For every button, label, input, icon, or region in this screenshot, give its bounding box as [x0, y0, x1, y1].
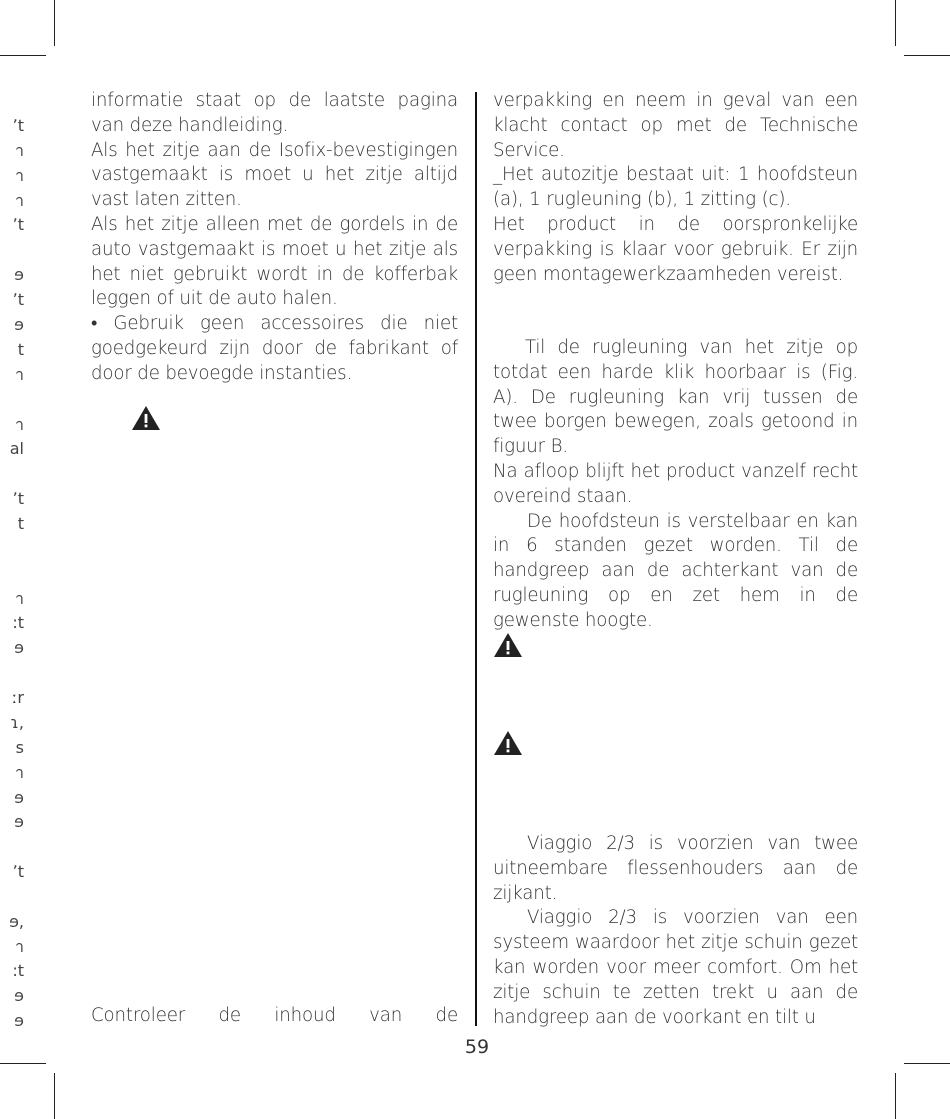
fragment: ʼt — [12, 217, 24, 233]
fragment: า — [15, 765, 24, 781]
paragraph: De hoofdsteun is verstelbaar en kan in 6 standen gezet worden. Til de handgreep aan de achterkant van de rugleuning op en zet hem in de gewenste hoogte. — [493, 510, 858, 631]
crop-mark — [54, 0, 55, 46]
paragraph: _Het autozitje bestaat uit: 1 hoofdsteun (a), 1 rugleuning (b), 1 zitting (c). — [493, 164, 858, 211]
fragment: ːr — [12, 690, 24, 706]
warning-triangle-icon — [131, 405, 161, 431]
paragraph: Het product in de oorspronkelijke verpakking is klaar voor gebruik. Er zijn geen montagewerkzaamheden vereist. — [493, 213, 858, 285]
fragment: al — [9, 441, 24, 457]
paragraph: verpakking en neem in geval van een klacht contact op met de Technische Service. — [493, 90, 858, 161]
fragment: ʼt — [12, 292, 24, 308]
fragment: า — [15, 939, 24, 955]
fragment: า — [15, 591, 24, 607]
crop-mark — [904, 55, 950, 56]
fragment: ʼt — [12, 491, 24, 507]
crop-mark — [904, 1063, 950, 1064]
fragment: ʼt — [12, 118, 24, 134]
page-number: 59 — [464, 1036, 490, 1058]
fragment: ɘ — [14, 640, 24, 656]
left-column-bottom — [91, 1004, 458, 1029]
fragment: า — [15, 367, 24, 383]
warning-triangle-icon — [493, 730, 523, 756]
fragment: ɘ — [14, 267, 24, 283]
paragraph: Controleer de inhoud van de — [91, 1005, 458, 1026]
fragment: t — [17, 342, 24, 358]
paragraph: Til de rugleuning van het zitje op totdat een harde klik hoorbaar is (Fig. A). De rugleuning kan vrij tussen de twee borgen bewegen, zoals getoond in figuur B. — [493, 337, 858, 458]
crop-mark — [0, 55, 46, 56]
crop-mark — [0, 1063, 46, 1064]
fragment: ɘ — [14, 814, 24, 830]
left-column — [91, 89, 458, 387]
fragment: :t — [12, 963, 24, 979]
right-column-bottom — [493, 832, 858, 1030]
fragment: ɘ — [14, 988, 24, 1004]
fragment: า — [15, 193, 24, 209]
paragraph: Als het zitje alleen met de gordels in de auto vastgemaakt is moet u het zitje als het niet gebruikt wordt in de kofferbak leggen of uit de auto halen. — [91, 213, 458, 310]
fragment: ɘ, — [9, 914, 24, 930]
paragraph: Viaggio 2/3 is voorzien van twee uitneembare flessenhouders aan de zijkant. — [493, 833, 858, 904]
fragment: า — [15, 168, 24, 184]
fragment: ʼt — [12, 864, 24, 880]
fragment: ɘ — [14, 317, 24, 333]
fragment: า — [15, 143, 24, 159]
right-column-mid — [493, 336, 858, 634]
right-column-top — [493, 89, 858, 287]
fragment: s — [15, 740, 24, 756]
warning-triangle-icon — [493, 632, 523, 658]
column-divider — [475, 92, 477, 1026]
fragment: :t — [12, 615, 24, 631]
fragment: ɘ — [14, 790, 24, 806]
paragraph: Als het zitje aan de Isofix-bevestigingen vastgemaakt is moet u het zitje altijd vast laten zitten. — [91, 139, 458, 211]
paragraph: Viaggio 2/3 is voorzien van een systeem waardoor het zitje schuin gezet kan worden voor meer comfort. Om het zitje schuin te zetten trekt u aan de handgreep aan de voorkant en tilt u — [493, 907, 858, 1028]
fragment: า — [15, 417, 24, 433]
fragment: ɿ, — [10, 715, 24, 731]
fragment: t — [17, 516, 24, 532]
paragraph: informatie staat op de laatste pagina van deze handleiding. — [91, 90, 458, 136]
paragraph: • Gebruik geen accessoires die niet goedgekeurd zijn door de fabrikant of door de bevoegde instanties. — [91, 313, 458, 384]
crop-mark — [54, 1073, 55, 1119]
crop-mark — [895, 0, 896, 46]
paragraph: Na afloop blijft het product vanzelf recht overeind staan. — [493, 460, 858, 507]
fragment: ɘ — [14, 1013, 24, 1029]
crop-mark — [895, 1073, 896, 1119]
